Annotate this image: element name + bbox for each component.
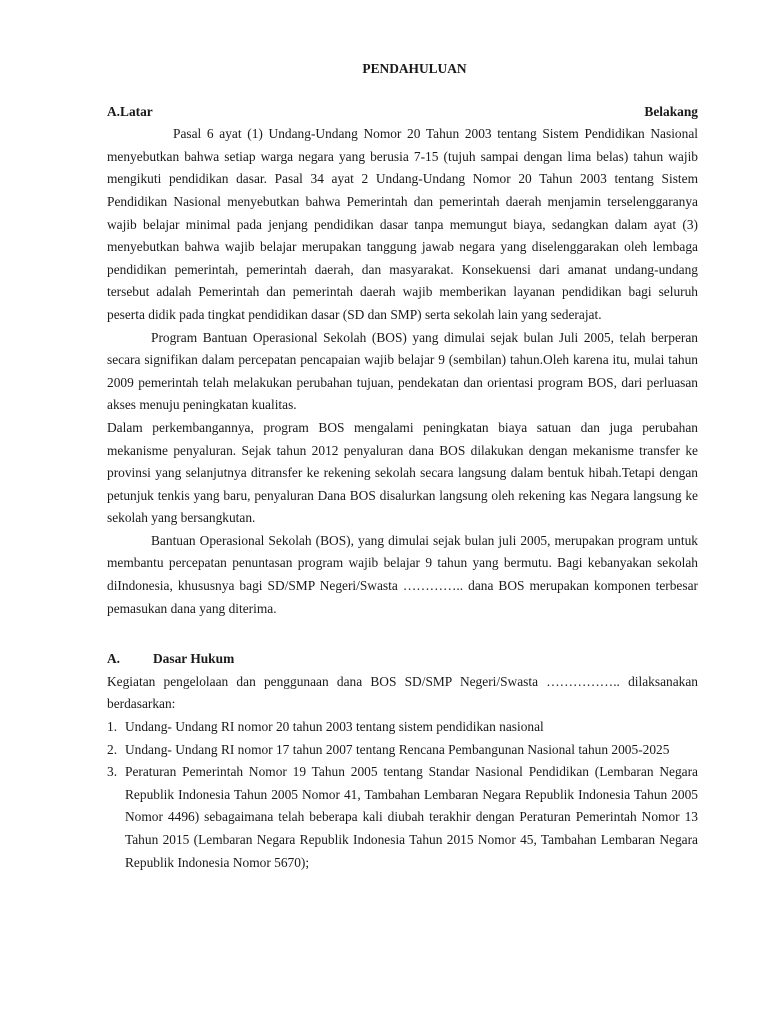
legal-basis-list (107, 716, 698, 874)
section-intro: Kegiatan pengelolaan dan penggunaan dana BOS SD/SMP Negeri/Swasta …………….. dilaksanakan berdasarkan: (107, 673, 698, 712)
list-item (107, 716, 698, 739)
paragraph-4: Bantuan Operasional Sekolah (BOS), yang dimulai sejak bulan juli 2005, merupakan program untuk membantu percepatan penuntasan program wajib belajar 9 tahun yang bermutu. Bagi kebanyakan sekolah diIndonesia, khususnya bagi SD/SMP Negeri/Swasta ………….. dana BOS merupakan komponen terbesar pemasukan dana yang diterima. (107, 532, 698, 616)
paragraph-1: Pasal 6 ayat (1) Undang-Undang Nomor 20 Tahun 2003 tentang Sistem Pendidikan Nasional menyebutkan bahwa setiap warga negara yang berusia 7-15 (tujuh sampai dengan lima belas) tahun wajib mengikuti pendidikan dasar. Pasal 34 ayat 2 Undang-Undang Nomor 20 Tahun 2003 tentang Sistem Pendidikan Nasional menyebutkan bahwa Pemerintah dan pemerintah daerah menjamin terselenggaranya wajib belajar minimal pada jenjang pendidikan dasar tanpa memungut biaya, sedangkan dalam ayat (3) menyebutkan bahwa wajib belajar merupakan tanggung jawab negara yang diselenggarakan oleh lembaga pendidikan pemerintah, pemerintah daerah, dan masyarakat. Konsekuensi dari amanat undang-undang tersebut adalah Pemerintah dan pemerintah daerah wajib memberikan layanan pendidikan bagi seluruh peserta didik pada tingkat pendidikan dasar (SD dan SMP) serta sekolah lain yang sederajat. (107, 126, 698, 322)
paragraph-3: Dalam perkembangannya, program BOS mengalami peningkatan biaya satuan dan juga perubahan mekanisme penyaluran. Sejak tahun 2012 penyaluran dana BOS dilakukan dengan mekanisme transfer ke provinsi yang selanjutnya ditransfer ke rekening sekolah secara langsung dalam bentuk hibah.Tetapi dengan petunjuk tenkis yang baru, penyaluran Dana BOS disalurkan langsung oleh rekening kas Negara langsung ke sekolah yang bersangkutan. (107, 419, 698, 526)
section-heading-dasar-hukum (107, 648, 698, 671)
subheading-latar-belakang (107, 101, 698, 124)
list-item-text: Peraturan Pemerintah Nomor 19 Tahun 2005 tentang Standar Nasional Pendidikan (Lembaran Negara Republik Indonesia Tahun 2005 Nomor 41, Tambahan Lembaran Negara Republik Indonesia Tahun 2005 Nomor 4496) sebagaimana telah beberapa kali diubah terakhir dengan Peraturan Pemerintah Nomor 13 Tahun 2015 (Lembaran Negara Republik Indonesia Tahun 2015 Nomor 45, Tambahan Lembaran Negara Republik Indonesia Nomor 5670); (125, 764, 698, 870)
list-item-text: Undang- Undang RI nomor 20 tahun 2003 tentang sistem pendidikan nasional (125, 719, 544, 735)
document-title: PENDAHULUAN (362, 61, 467, 76)
list-item-number: 2. (107, 741, 118, 757)
list-item-number: 3. (107, 764, 118, 780)
section-title: Dasar Hukum (153, 651, 235, 667)
subheading-right: Belakang (644, 103, 698, 119)
subheading-left: A.Latar (107, 103, 153, 119)
list-item (107, 739, 698, 762)
section-number: A. (107, 651, 121, 667)
list-item-number: 1. (107, 719, 118, 735)
list-item-text: Undang- Undang RI nomor 17 tahun 2007 tentang Rencana Pembangunan Nasional tahun 2005-2025 (125, 741, 670, 757)
list-item (107, 761, 698, 874)
spacer (107, 620, 698, 642)
paragraph-2: Program Bantuan Operasional Sekolah (BOS) yang dimulai sejak bulan Juli 2005, telah berperan secara signifikan dalam percepatan pencapaian wajib belajar 9 (sembilan) tahun.Oleh karena itu, mulai tahun 2009 pemerintah telah melakukan perubahan tujuan, pendekatan dan orientasi program BOS, dari perluasan akses menuju peningkatan kualitas. (107, 329, 698, 413)
